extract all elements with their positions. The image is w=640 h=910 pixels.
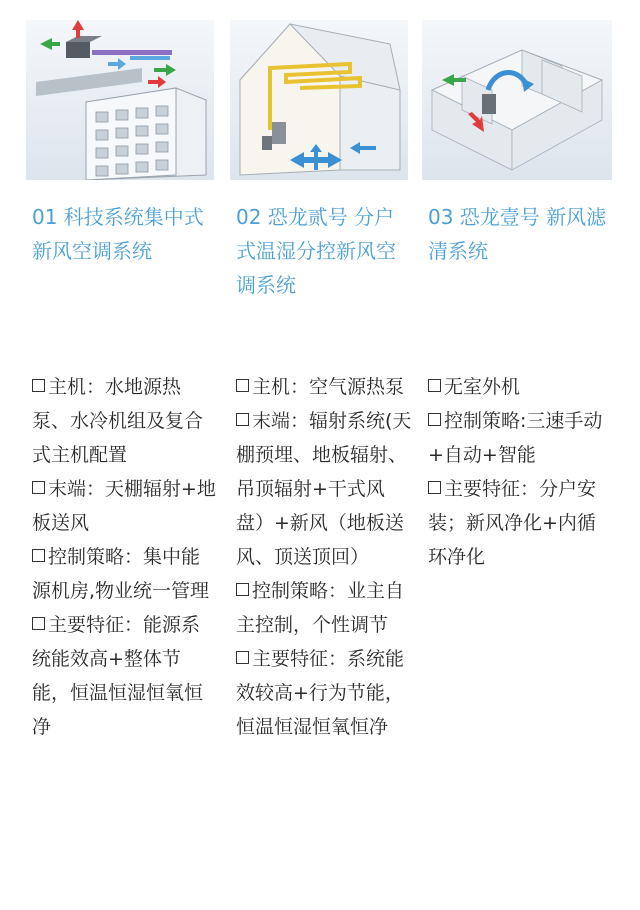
- list-item: 主要特征：分户安装；新风净化+内循环净化: [428, 478, 597, 568]
- list-item: 控制策略：业主自主控制，个性调节: [236, 580, 405, 636]
- checkbox-square-icon: [32, 481, 45, 494]
- house-system-illustration: [230, 20, 408, 180]
- checkbox-square-icon: [32, 379, 45, 392]
- list-item: 主机：水地源热泵、水冷机组及复合式主机配置: [32, 376, 204, 466]
- checkbox-square-icon: [32, 617, 45, 630]
- feature-list: [32, 370, 218, 744]
- checkbox-square-icon: [428, 379, 441, 392]
- checkbox-square-icon: [32, 549, 45, 562]
- feature-list: [428, 370, 614, 574]
- checkbox-square-icon: [428, 481, 441, 494]
- checkbox-square-icon: [236, 651, 249, 664]
- list-item: 主机：空气源热泵: [236, 370, 412, 404]
- building-diagram: [26, 20, 214, 180]
- system-title: 03 恐龙壹号 新风滤清系统: [428, 205, 607, 263]
- list-item: 控制策略：集中能源机房,物业统一管理: [32, 546, 210, 602]
- list-item: 末端：辐射系统(天棚预埋、地板辐射、吊顶辐射+干式风盘）+新风（地板送风、顶送顶回）: [236, 410, 412, 568]
- checkbox-square-icon: [236, 583, 249, 596]
- floorplan-diagram: [422, 20, 612, 180]
- list-item: 主要特征：能源系统能效高+整体节能，恒温恒湿恒氧恒净: [32, 614, 204, 738]
- checkbox-square-icon: [428, 413, 441, 426]
- system-title: 01 科技系统集中式新风空调系统: [32, 205, 204, 263]
- house-diagram: [230, 20, 408, 180]
- list-item: 无室外机: [428, 370, 614, 404]
- system-title: 02 恐龙贰号 分户式温湿分控新风空调系统: [236, 205, 396, 297]
- list-item: 末端：天棚辐射+地板送风: [32, 478, 216, 534]
- list-item: 控制策略:三速手动+自动+智能: [428, 410, 603, 466]
- building-system-illustration: [26, 20, 214, 180]
- checkbox-square-icon: [236, 413, 249, 426]
- feature-list: [236, 370, 412, 744]
- floorplan-system-illustration: [422, 20, 612, 180]
- list-item: 主要特征：系统能效较高+行为节能，恒温恒湿恒氧恒净: [236, 648, 405, 738]
- checkbox-square-icon: [236, 379, 249, 392]
